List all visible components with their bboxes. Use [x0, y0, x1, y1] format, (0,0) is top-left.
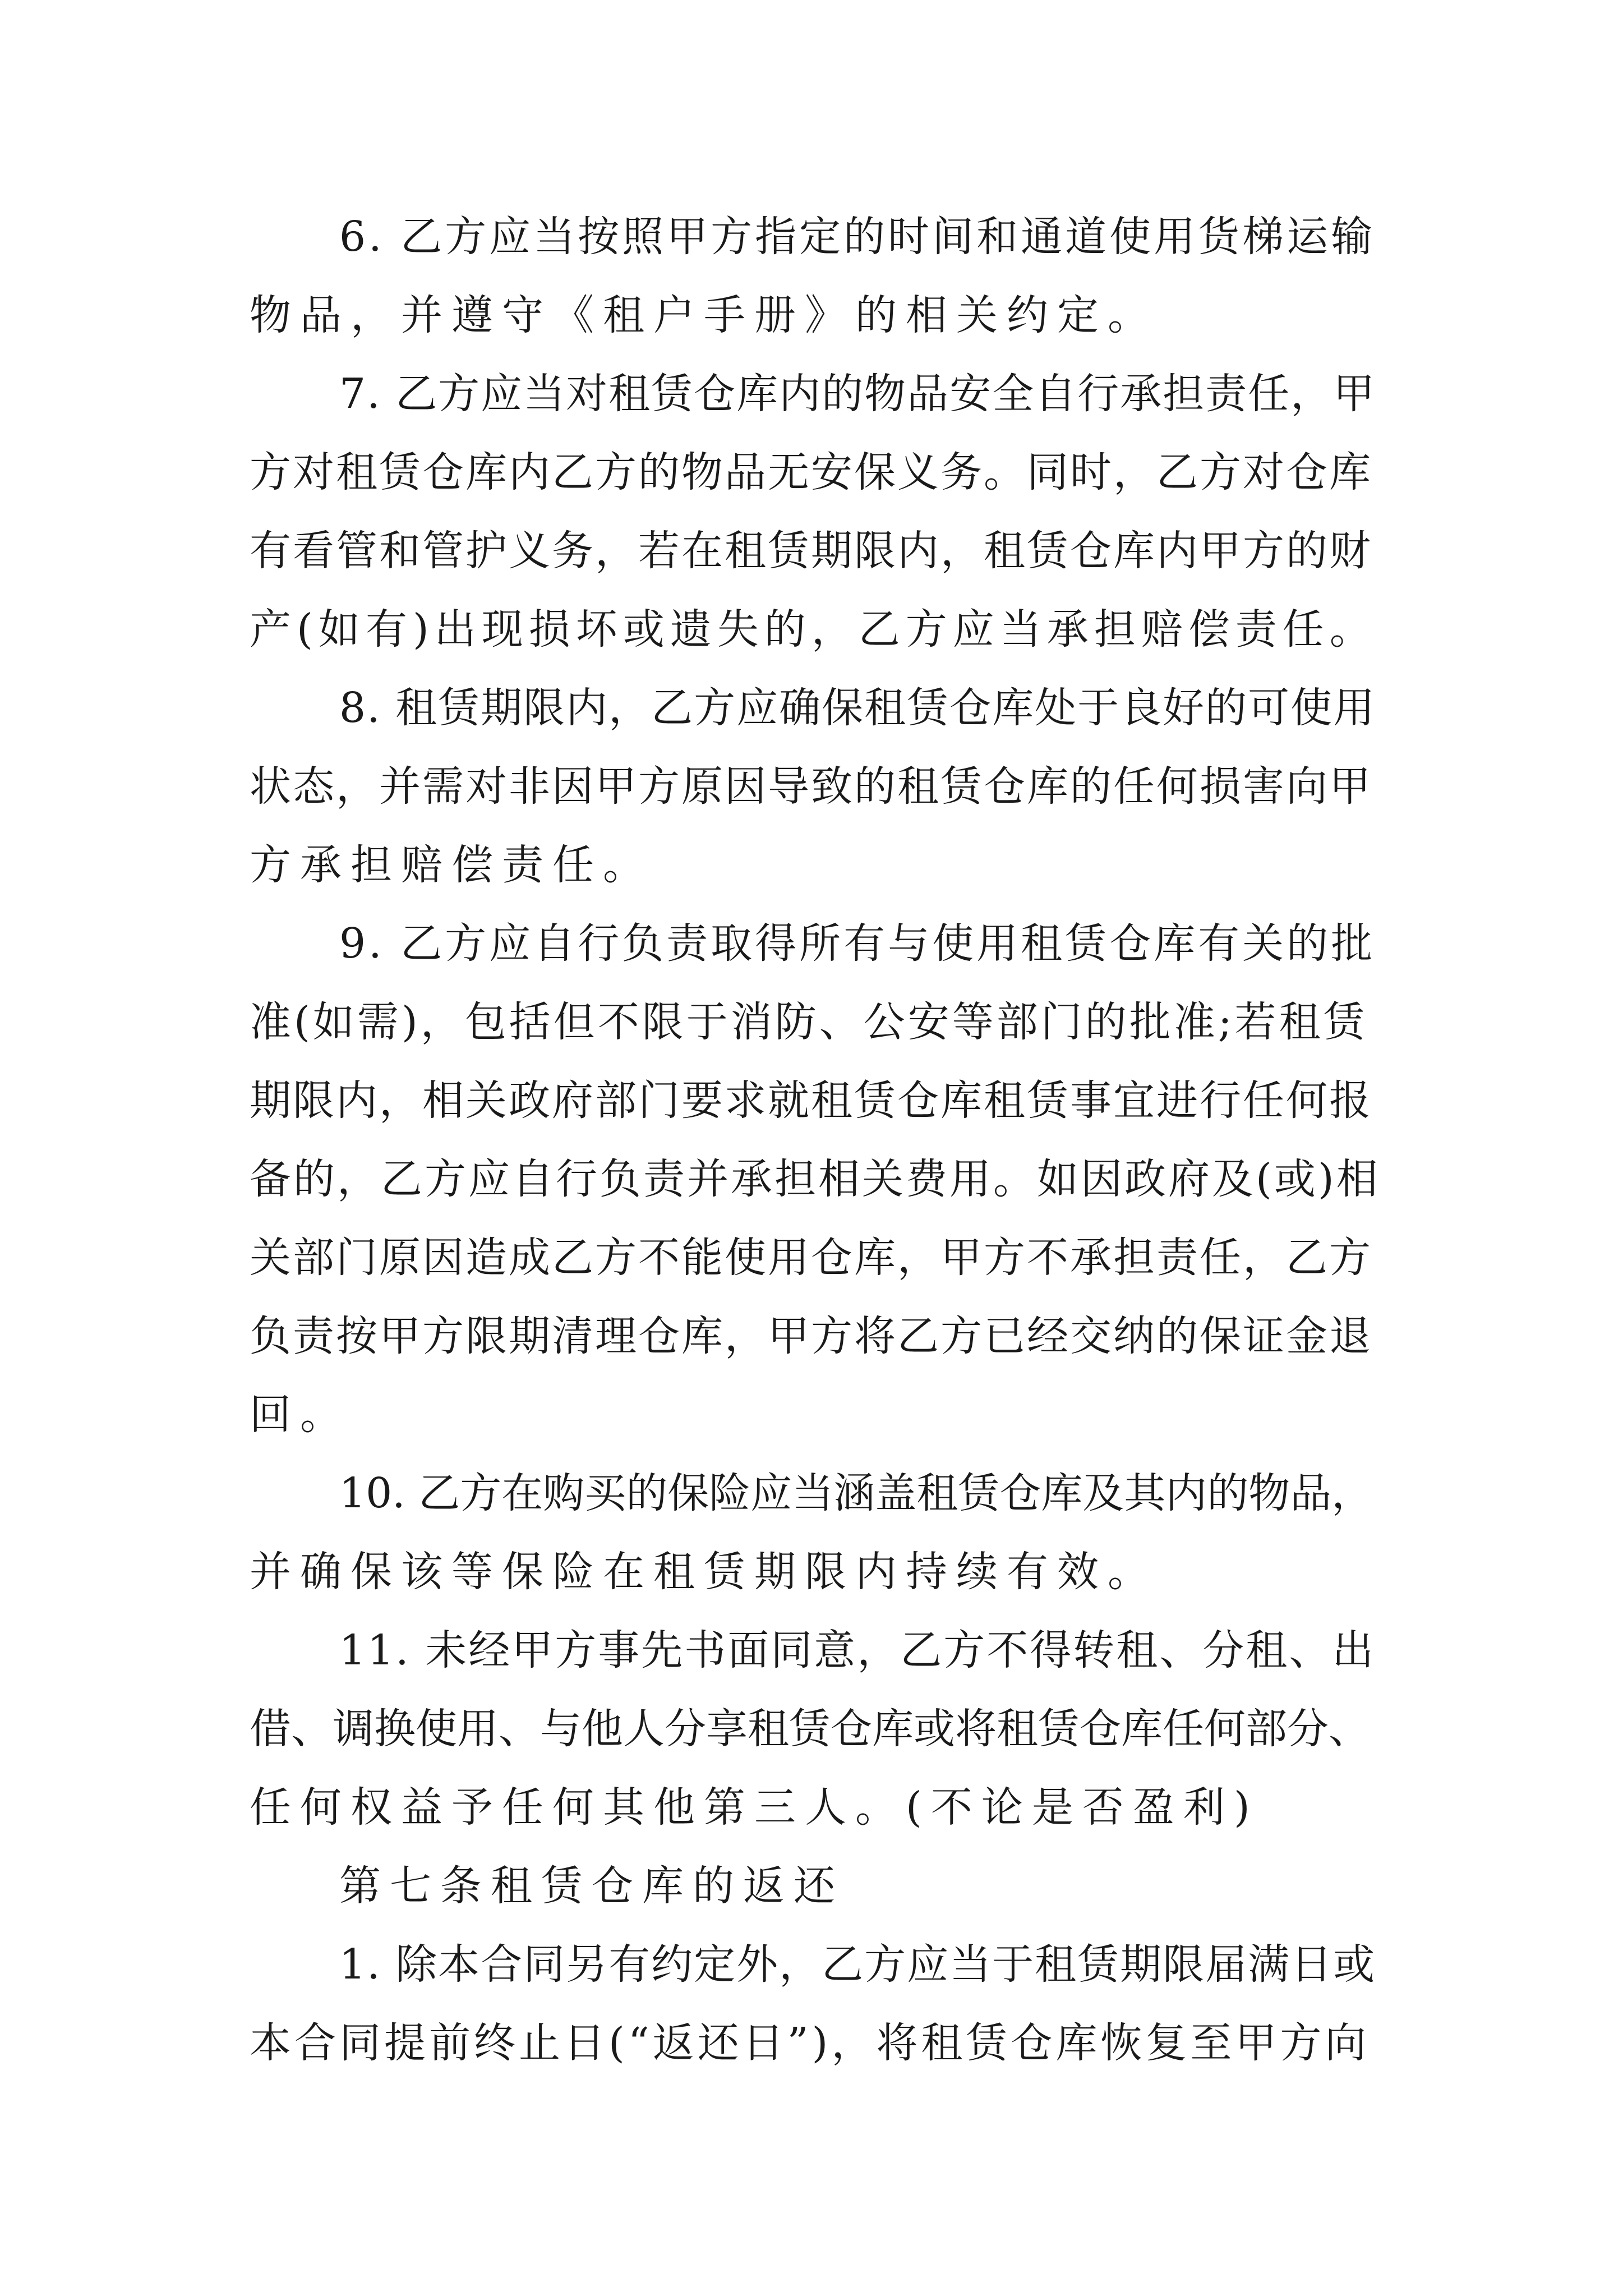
text-line-8: 状态，并需对非因甲方原因导致的租赁仓库的任何损害向甲	[250, 762, 1372, 811]
section-heading: 第七条租赁仓库的返还	[339, 1862, 844, 1910]
text-line-24: 本合同提前终止日(“返还日”)，将租赁仓库恢复至甲方向	[250, 2019, 1370, 2067]
text-line-16: 回。	[250, 1391, 351, 1439]
text-line-17: 10. 乙方在购买的保险应当涵盖租赁仓库及其内的物品，	[339, 1469, 1373, 1517]
text-line-20: 借、调换使用、与他人分享租赁仓库或将租赁仓库任何部分、	[250, 1705, 1370, 1753]
text-line-19: 11. 未经甲方事先书面同意，乙方不得转租、分租、出	[339, 1626, 1376, 1674]
text-line-11: 准(如需)，包括但不限于消防、公安等部门的批准;若租赁	[250, 998, 1368, 1046]
text-line-18: 并确保该等保险在租赁期限内持续有效。	[250, 1548, 1158, 1596]
text-line-10: 9. 乙方应自行负责取得所有与使用租赁仓库有关的批	[339, 919, 1376, 968]
text-line-7: 8. 租赁期限内，乙方应确保租赁仓库处于良好的可使用	[339, 684, 1376, 732]
text-line-6: 产(如有)出现损坏或遗失的，乙方应当承担赔偿责任。	[250, 605, 1377, 654]
text-line-2: 物品，并遵守《租户手册》的相关约定。	[250, 291, 1158, 339]
text-line-9: 方承担赔偿责任。	[250, 841, 653, 889]
text-line-4: 方对租赁仓库内乙方的物品无安保义务。同时，乙方对仓库	[250, 448, 1372, 496]
text-line-14: 关部门原因造成乙方不能使用仓库，甲方不承担责任，乙方	[250, 1234, 1372, 1282]
text-line-23: 1. 除本合同另有约定外，乙方应当于租赁期限届满日或	[339, 1940, 1376, 1989]
text-line-3: 7. 乙方应当对租赁仓库内的物品安全自行承担责任，甲	[339, 370, 1376, 418]
text-line-21: 任何权益予任何其他第三人。(不论是否盈利)	[250, 1783, 1259, 1832]
text-line-5: 有看管和管护义务，若在租赁期限内，租赁仓库内甲方的财	[250, 527, 1372, 575]
text-line-13: 备的，乙方应自行负责并承担相关费用。如因政府及(或)相	[250, 1155, 1380, 1203]
text-line-12: 期限内，相关政府部门要求就租赁仓库租赁事宜进行任何报	[250, 1076, 1372, 1125]
text-line-15: 负责按甲方限期清理仓库，甲方将乙方已经交纳的保证金退	[250, 1312, 1372, 1360]
text-line-1: 6. 乙方应当按照甲方指定的时间和通道使用货梯运输	[339, 213, 1376, 261]
